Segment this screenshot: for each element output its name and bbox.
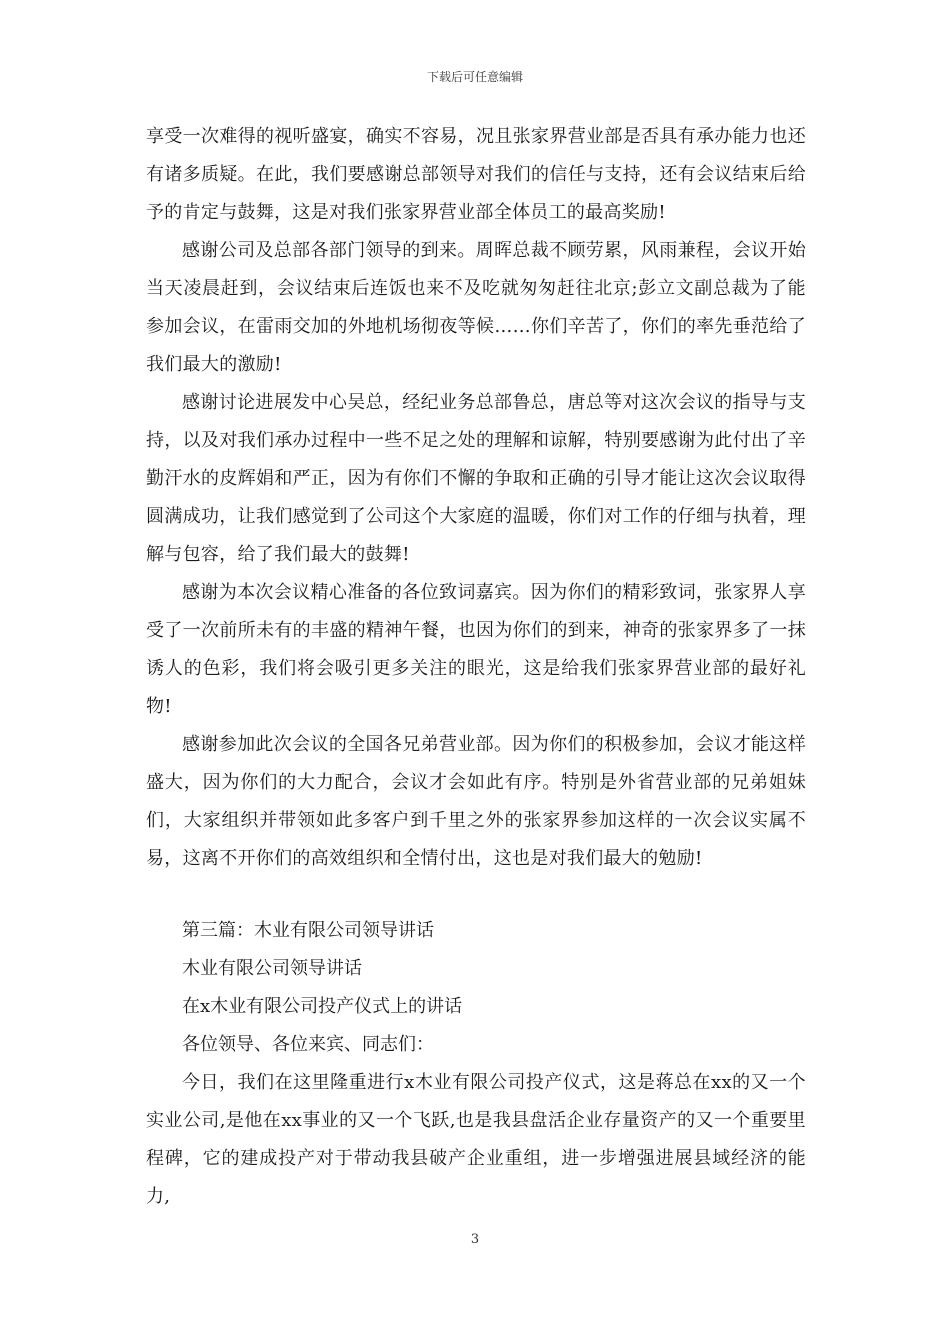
page-header: 下载后可任意编辑 — [426, 70, 523, 84]
section-subtitle: 在x木业有限公司投产仪式上的讲话 — [182, 996, 463, 1017]
section-heading: 第三篇：木业有限公司领导讲话 — [182, 920, 434, 941]
document-body — [146, 118, 806, 1216]
paragraph-1: 享受一次难得的视听盛宴，确实不容易，况且张家界营业部是否具有承办能力也还有诸多质疑。在此，我们要感谢总部领导对我们的信任与支持，还有会议结束后给予的肯定与鼓舞，这是对我们张家界营业部全体员工的最高奖励! — [146, 126, 806, 223]
section-body: 今日，我们在这里隆重进行x木业有限公司投产仪式，这是蒋总在xx的又一个实业公司,是他在xx事业的又一个飞跃,也是我县盘活企业存量资产的又一个重要里程碑，它的建成投产对于带动我县破产企业重组，进一步增强进展县域经济的能力, — [146, 1072, 806, 1207]
paragraph-2: 感谢公司及总部各部门领导的到来。周晖总裁不顾劳累，风雨兼程，会议开始当天凌晨赶到，会议结束后连饭也来不及吃就匆匆赶往北京;彭立文副总裁为了能参加会议，在雷雨交加的外地机场彻夜等候……你们辛苦了，你们的率先垂范给了我们最大的激励! — [146, 240, 806, 375]
page-number: 3 — [470, 1232, 480, 1247]
salutation: 各位领导、各位来宾、同志们： — [182, 1034, 434, 1055]
section-title: 木业有限公司领导讲话 — [182, 958, 362, 979]
paragraph-4: 感谢为本次会议精心准备的各位致词嘉宾。因为你们的精彩致词，张家界人享受了一次前所未有的丰盛的精神午餐，也因为你们的到来，神奇的张家界多了一抹诱人的色彩，我们将会吸引更多关注的眼光，这是给我们张家界营业部的最好礼物! — [146, 582, 806, 717]
section-gap — [146, 878, 806, 912]
paragraph-3: 感谢讨论进展发中心吴总，经纪业务总部鲁总，唐总等对这次会议的指导与支持，以及对我们承办过程中一些不足之处的理解和谅解，特别要感谢为此付出了辛勤汗水的皮辉娟和严正，因为有你们不懈的争取和正确的引导才能让这次会议取得圆满成功，让我们感觉到了公司这个大家庭的温暖，你们对工作的仔细与执着，理解与包容，给了我们最大的鼓舞! — [146, 392, 806, 565]
paragraph-5: 感谢参加此次会议的全国各兄弟营业部。因为你们的积极参加，会议才能这样盛大，因为你们的大力配合，会议才会如此有序。特别是外省营业部的兄弟姐妹们，大家组织并带领如此多客户到千里之外的张家界参加这样的一次会议实属不易，这离不开你们的高效组织和全情付出，这也是对我们最大的勉励! — [146, 734, 806, 869]
